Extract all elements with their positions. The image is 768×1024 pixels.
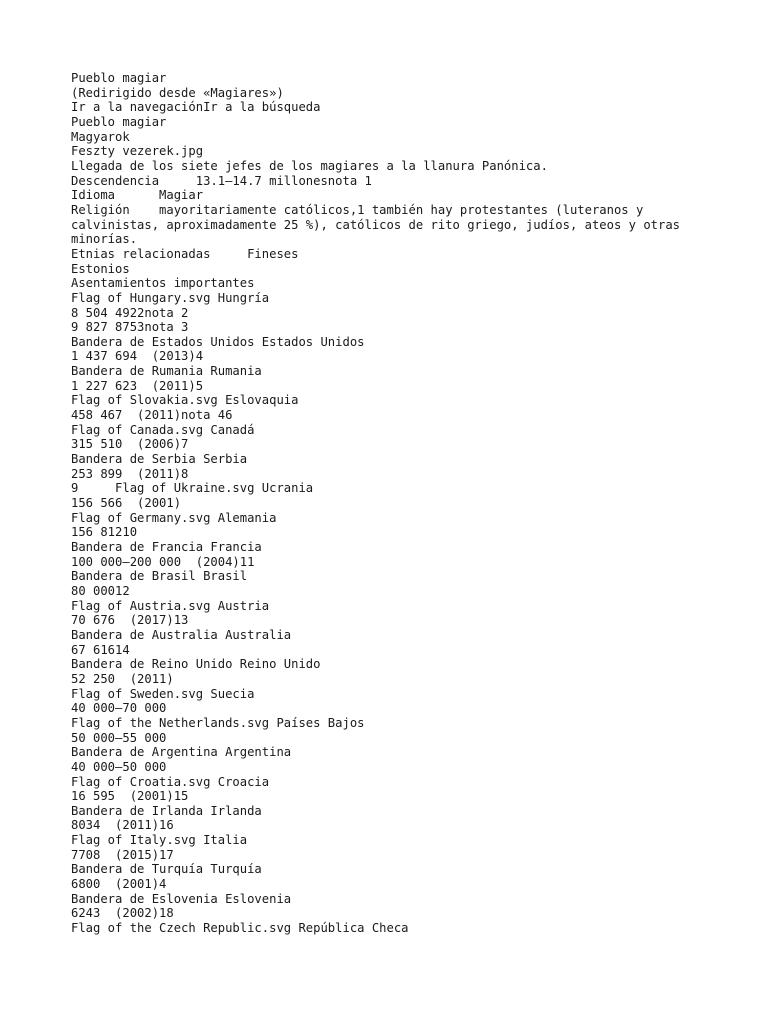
document-line: 9 Flag of Ukraine.svg Ucrania [71,481,314,496]
document-line: Asentamientos importantes [71,276,255,291]
document-line: 70 676 (2017)13 [71,613,189,628]
document-line: 458 467 (2011)nota 46 [71,408,233,423]
document-line: 156 81210 [71,525,138,540]
document-line: Bandera de Serbia Serbia [71,452,248,467]
document-line: 80 00012 [71,583,130,598]
document-line: 315 510 (2006)7 [71,437,189,452]
document-line: Llegada de los siete jefes de los magiares a la llanura Panónica. [71,158,548,173]
document-line: Descendencia 13.1–14.7 millonesnota 1 [71,173,372,188]
document-line: 100 000–200 000 (2004)11 [71,554,255,569]
document-line: 156 566 (2001) [71,496,182,511]
document-line: (Redirigido desde «Magiares») [71,85,284,100]
document-line: Magyarok [71,129,130,144]
document-line: Pueblo magiar [71,114,167,129]
document-line: 8034 (2011)16 [71,818,174,833]
document-line: Flag of Austria.svg Austria [71,598,270,613]
document-line: Flag of Croatia.svg Croacia [71,774,270,789]
document-line: 1 437 694 (2013)4 [71,349,204,364]
document-line: Bandera de Turquía Turquía [71,862,262,877]
document-line: Ir a la navegaciónIr a la búsqueda [71,100,321,115]
document-line: Bandera de Rumania Rumania [71,364,262,379]
document-line: Religión mayoritariamente católicos,1 también hay protestantes (luteranos y calvinistas, aproximadamente 25 %), católicos de rito griego, judíos, ateos y otras minorías. [71,202,688,247]
document-line: Flag of the Czech Republic.svg República Checa [71,921,409,936]
document-line: Etnias relacionadas Fineses [71,246,299,261]
document-line: 253 899 (2011)8 [71,466,189,481]
document-body [71,71,711,936]
document-line: Flag of the Netherlands.svg Países Bajos [71,715,365,730]
document-line: Idioma Magiar [71,188,204,203]
document-line: 6243 (2002)18 [71,906,174,921]
document-line: Bandera de Argentina Argentina [71,745,292,760]
document-line: 40 000–50 000 [71,759,167,774]
document-line: Flag of Italy.svg Italia [71,833,248,848]
document-line: 52 250 (2011) [71,671,174,686]
document-line: Bandera de Eslovenia Eslovenia [71,891,292,906]
document-line: 67 61614 [71,642,130,657]
document-line: Bandera de Estados Unidos Estados Unidos [71,334,365,349]
document-line: Flag of Germany.svg Alemania [71,510,277,525]
document-line: Pueblo magiar [71,71,167,85]
document-line: Bandera de Francia Francia [71,540,262,554]
document-line: 50 000–55 000 [71,730,167,745]
document-line: Flag of Sweden.svg Suecia [71,686,255,701]
document-line: Bandera de Reino Unido Reino Unido [71,657,321,672]
document-line: 8 504 4922nota 2 [71,305,189,320]
document-line: 1 227 623 (2011)5 [71,378,204,393]
document-line: Bandera de Irlanda Irlanda [71,803,262,818]
document-line: 16 595 (2001)15 [71,789,189,804]
document-line: 9 827 8753nota 3 [71,320,189,335]
document-line: Flag of Canada.svg Canadá [71,422,255,437]
document-line: Flag of Slovakia.svg Eslovaquia [71,393,299,408]
document-line: 7708 (2015)17 [71,847,174,862]
document-line: 6800 (2001)4 [71,877,167,892]
document-line: Flag of Hungary.svg Hungría [71,290,270,305]
document-line: Bandera de Australia Australia [71,627,292,642]
document-line: Feszty vezerek.jpg [71,144,204,159]
document-line: 40 000–70 000 [71,701,167,716]
document-line: Estonios [71,261,130,276]
document-line: Bandera de Brasil Brasil [71,569,248,584]
